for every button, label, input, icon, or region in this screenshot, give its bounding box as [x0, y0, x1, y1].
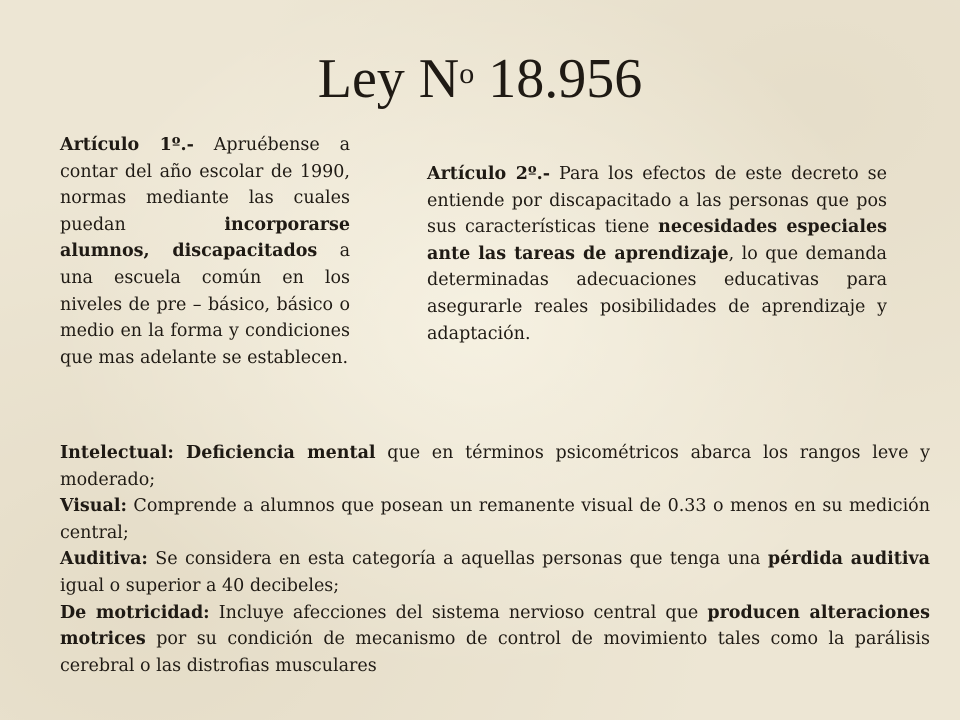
article-1-text-2: a una escuela común en los niveles de pre – básico, básico o medio en la forma y condiciones que mas adelante se establecen.: [60, 241, 350, 368]
disability-definitions: [60, 440, 930, 679]
definition-intelectual-text: que en términos psicométricos abarca los rangos leve y moderado;: [60, 443, 931, 490]
article-1-emphasis: incorporarse alumnos, discapacitados: [60, 214, 350, 262]
slide-title: [0, 40, 960, 113]
article-2-text-2: , lo que demanda determinadas adecuaciones educativas para asegurarle reales posibilidades de aprendizaje y adaptación.: [427, 243, 887, 344]
definition-intelectual-emphasis: Deficiencia mental: [173, 443, 376, 463]
definition-auditiva-label: Auditiva:: [60, 549, 148, 570]
definition-motricidad-label: De motricidad:: [60, 602, 210, 623]
title-number: 18.956: [474, 48, 643, 110]
definition-visual: [60, 493, 930, 546]
definition-auditiva-text-2: igual o superior a 40 decibeles;: [60, 575, 340, 596]
definition-auditiva-text-1: Se considera en esta categoría a aquellas personas que tenga una: [147, 549, 768, 570]
definition-motricidad-text-2: por su condición de mecanismo de control de movimiento tales como la parálisis cerebral o las distrofias musculares: [60, 629, 930, 676]
article-1: [60, 132, 350, 371]
article-1-heading: Artículo 1º.-: [60, 135, 194, 155]
article-1-text-1: Apruébense a contar del año escolar de 1990, normas mediante las cuales puedan: [60, 135, 351, 235]
definition-visual-text: Comprende a alumnos que posean un remanente visual de 0.33 o menos en su medición central;: [60, 496, 930, 543]
article-2-text-1: Para los efectos de este decreto se entiende por discapacitado a las personas que pos sus características tiene: [427, 164, 887, 238]
title-prefix: Ley N: [317, 48, 460, 110]
definition-auditiva: [60, 546, 930, 599]
definition-motricidad-emphasis: producen alteraciones motrices: [60, 602, 930, 650]
definition-visual-label: Visual:: [60, 496, 127, 517]
definition-auditiva-emphasis: pérdida auditiva: [767, 549, 930, 570]
article-2-emphasis: necesidades especiales ante las tareas de aprendizaje: [427, 217, 888, 264]
definition-motricidad: [60, 600, 930, 680]
definition-intelectual-label: Intelectual:: [60, 443, 174, 463]
article-2: [427, 161, 887, 347]
article-2-heading: Artículo 2º.-: [427, 164, 551, 184]
definition-intelectual: [60, 440, 930, 493]
title-superscript: o: [459, 57, 475, 90]
definition-motricidad-text-1: Incluye afecciones del sistema nervioso central que: [209, 602, 708, 623]
